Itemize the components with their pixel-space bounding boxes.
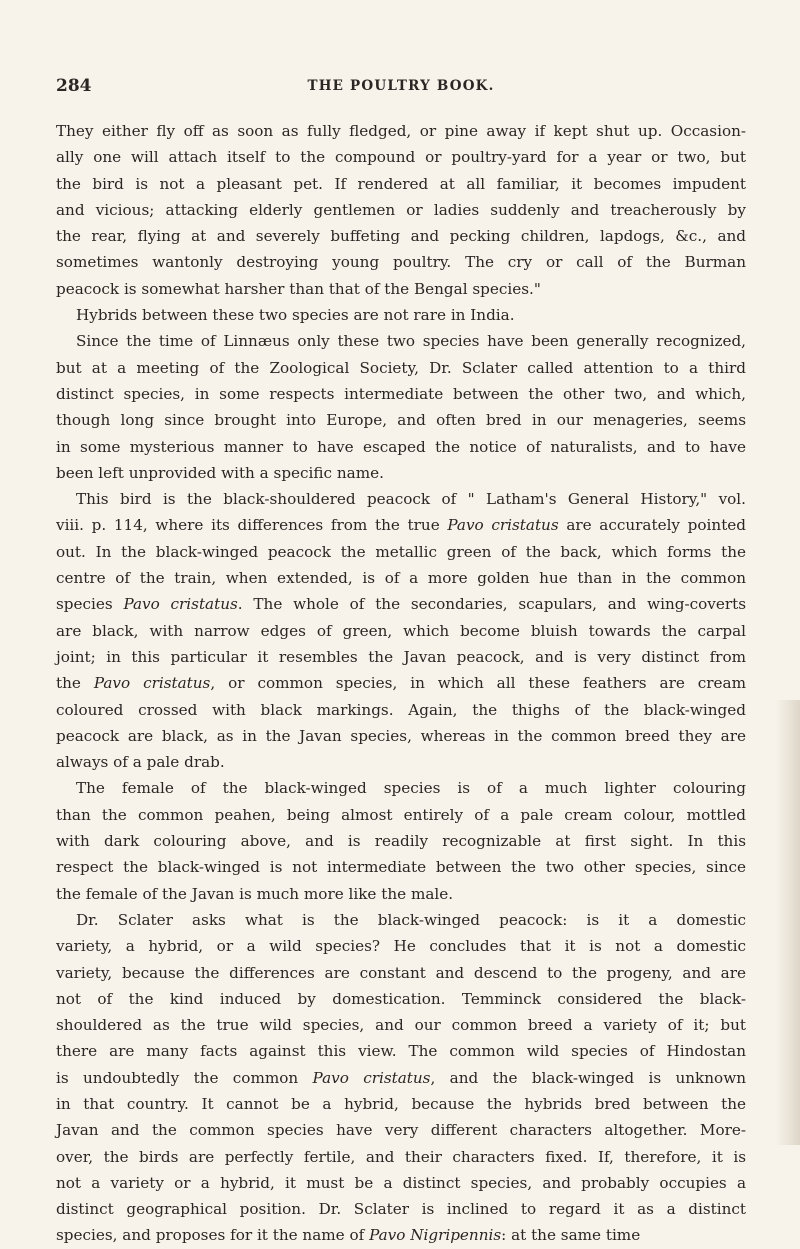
text-line: over, the birds are perfectly fertile, and their characters fixed. If, therefore, it is bbox=[56, 1147, 746, 1166]
text-line: ally one will attach itself to the compound or poultry-yard for a year or two, but bbox=[56, 148, 746, 167]
text-line: is undoubtedly the common Pavo cristatus, and the black-winged is unknown bbox=[56, 1068, 746, 1087]
species-name: Pavo cristatus bbox=[312, 1068, 431, 1087]
paragraph bbox=[56, 486, 746, 775]
text-line: Since the time of Linnæus only these two species have been generally recognized, bbox=[76, 332, 746, 351]
species-name: Pavo cristatus bbox=[447, 516, 559, 535]
text-line: coloured crossed with black markings. Again, the thighs of the black-winged bbox=[56, 700, 746, 719]
text-line: variety, a hybrid, or a wild species? He concludes that it is not a domestic bbox=[56, 937, 746, 956]
text-line: peacock are black, as in the Javan species, whereas in the common breed they are bbox=[56, 726, 746, 745]
text-line: there are many facts against this view. The common wild species of Hindostan bbox=[56, 1042, 746, 1061]
paragraph bbox=[56, 118, 746, 302]
paragraph bbox=[56, 328, 746, 486]
text-line: with dark colouring above, and is readily recognizable at first sight. In this bbox=[56, 832, 746, 851]
text-line: are black, with narrow edges of green, which become bluish towards the carpal bbox=[56, 621, 746, 640]
paragraph bbox=[56, 775, 746, 906]
paragraph bbox=[56, 907, 746, 1249]
species-name: Pavo Nigripennis bbox=[369, 1226, 502, 1245]
text-line: not of the kind induced by domestication. Temminck considered the black- bbox=[56, 989, 746, 1008]
body-text bbox=[56, 118, 746, 1249]
text-line: This bird is the black-shouldered peacock of " Latham's General History," vol. bbox=[76, 490, 746, 509]
text-line: though long since brought into Europe, and often bred in our menageries, seems bbox=[56, 411, 746, 430]
text-line: shouldered as the true wild species, and our common breed a variety of it; but bbox=[56, 1016, 746, 1035]
page-edge-shadow bbox=[776, 700, 800, 1145]
page-number: 284 bbox=[56, 76, 92, 96]
text-line: distinct species, in some respects intermediate between the other two, and which, bbox=[56, 384, 746, 403]
species-name: Pavo cristatus bbox=[123, 595, 238, 614]
text-line: joint; in this particular it resembles the Javan peacock, and is very distinct from bbox=[56, 647, 746, 666]
text-line: been left unprovided with a specific name. bbox=[56, 463, 384, 482]
text-line: sometimes wantonly destroying young poultry. The cry or call of the Burman bbox=[56, 253, 746, 272]
paragraph bbox=[56, 302, 746, 328]
text-line: always of a pale drab. bbox=[56, 753, 225, 772]
text-line: out. In the black-winged peacock the metallic green of the back, which forms the bbox=[56, 542, 746, 561]
text-line: Hybrids between these two species are not rare in India. bbox=[76, 306, 515, 325]
text-line: Dr. Sclater asks what is the black-winged peacock: is it a domestic bbox=[76, 910, 746, 929]
text-line: species Pavo cristatus. The whole of the secondaries, scapulars, and wing-coverts bbox=[56, 595, 746, 614]
running-head bbox=[56, 76, 746, 98]
species-name: Pavo cristatus bbox=[93, 674, 211, 693]
text-line: the female of the Javan is much more like the male. bbox=[56, 884, 454, 903]
text-line: in some mysterious manner to have escaped the notice of naturalists, and to have bbox=[56, 437, 746, 456]
text-line: The female of the black-winged species is of a much lighter colouring bbox=[76, 779, 746, 798]
text-line: the Pavo cristatus, or common species, in which all these feathers are cream bbox=[56, 674, 746, 693]
text-line: not a variety or a hybrid, it must be a distinct species, and probably occupies a bbox=[56, 1173, 746, 1192]
text-line: in that country. It cannot be a hybrid, because the hybrids bred between the bbox=[56, 1094, 746, 1113]
text-line: but at a meeting of the Zoological Society, Dr. Sclater called attention to a third bbox=[56, 358, 746, 377]
text-line: Javan and the common species have very different characters altogether. More- bbox=[56, 1121, 746, 1140]
text-line: centre of the train, when extended, is of a more golden hue than in the common bbox=[56, 569, 746, 588]
text-line: the bird is not a pleasant pet. If rendered at all familiar, it becomes impudent bbox=[56, 174, 746, 193]
text-line: viii. p. 114, where its differences from the true Pavo cristatus are accurately pointed bbox=[56, 516, 747, 535]
text-line: They either fly off as soon as fully fledged, or pine away if kept shut up. Occasion- bbox=[56, 122, 746, 140]
text-line: variety, because the differences are constant and descend to the progeny, and are bbox=[56, 963, 746, 982]
running-title: THE POULTRY BOOK. bbox=[307, 78, 495, 94]
text-line: distinct geographical position. Dr. Sclater is inclined to regard it as a distinct bbox=[56, 1200, 746, 1219]
text-line: peacock is somewhat harsher than that of the Bengal species." bbox=[56, 279, 541, 298]
text-line: the rear, flying at and severely buffeting and pecking children, lapdogs, &c., and bbox=[56, 227, 746, 246]
text-line: and vicious; attacking elderly gentlemen or ladies suddenly and treacherously by bbox=[56, 200, 746, 219]
text-line: species, and proposes for it the name of Pavo Nigripennis: at the same time bbox=[56, 1226, 641, 1245]
text-line: than the common peahen, being almost entirely of a pale cream colour, mottled bbox=[56, 805, 746, 824]
text-line: respect the black-winged is not intermediate between the two other species, since bbox=[56, 858, 746, 877]
